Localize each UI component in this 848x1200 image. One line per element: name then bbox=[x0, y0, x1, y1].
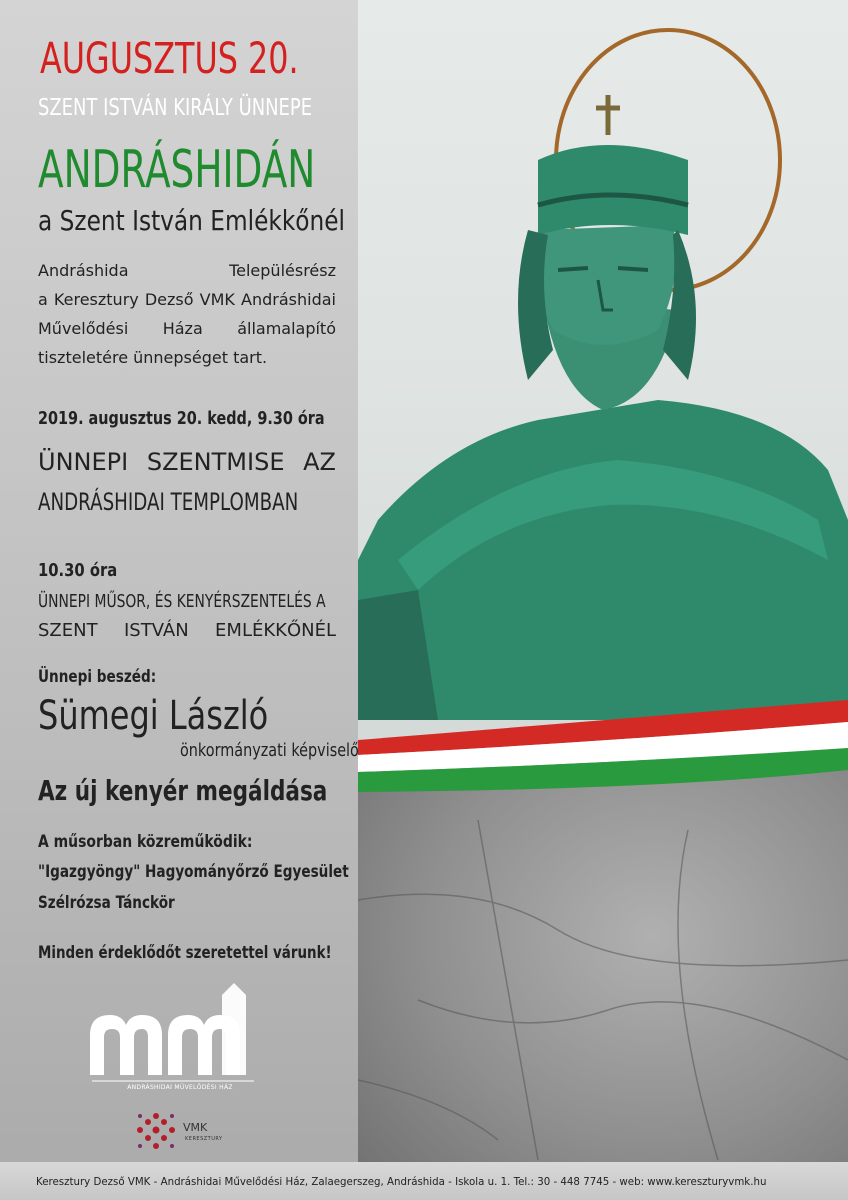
speaker-role: önkormányzati képviselő bbox=[180, 740, 359, 761]
memorial-heading: a Szent István Emlékkőnél bbox=[38, 204, 345, 237]
date-heading: AUGUSZTUS 20. bbox=[40, 34, 299, 84]
program-title-line2: SZENT ISTVÁN EMLÉKKŐNÉL bbox=[38, 620, 336, 641]
intro-line: Andráshida Településrész bbox=[38, 261, 336, 280]
statue-photo bbox=[358, 0, 848, 1200]
bread-blessing: Az új kenyér megáldása bbox=[38, 774, 328, 807]
footer-contact: Keresztury Dezső VMK - Andráshidai Művelődési Ház, Zalaegerszeg, Andráshida - Iskola u. 1. Tel.: 30 - 448 7745 - web: www.kereszturyvmk.hu bbox=[36, 1175, 767, 1188]
intro-paragraph bbox=[38, 256, 336, 372]
invitation-text: Minden érdeklődőt szeretettel várunk! bbox=[38, 943, 332, 963]
stone-cracks bbox=[358, 820, 848, 1160]
speech-label: Ünnepi beszéd: bbox=[38, 667, 157, 687]
mass-time: 2019. augusztus 20. kedd, 9.30 óra bbox=[38, 408, 325, 429]
vmk-logo-subtext: KERESZTURY bbox=[185, 1136, 223, 1142]
mass-title-line1: ÜNNEPI SZENTMISE AZ bbox=[38, 448, 336, 476]
program-title-line1: ÜNNEPI MŰSOR, ÉS KENYÉRSZENTELÉS A bbox=[38, 591, 326, 612]
speaker-name: Sümegi László bbox=[38, 693, 269, 739]
amh-logo-caption: ANDRÁSHIDAI MŰVELŐDÉSI HÁZ bbox=[127, 1084, 233, 1091]
statue-illustration bbox=[358, 0, 848, 1200]
contributor-item: "Igazgyöngy" Hagyományőrző Egyesület bbox=[38, 862, 349, 882]
intro-line: Művelődési Háza államalapító bbox=[38, 319, 336, 338]
contributors-label: A műsorban közreműködik: bbox=[38, 832, 253, 852]
vmk-logo-dots bbox=[132, 1108, 232, 1154]
program-time: 10.30 óra bbox=[38, 560, 118, 581]
crown-shape bbox=[538, 145, 688, 235]
intro-line: a Keresztury Dezső VMK Andráshidai bbox=[38, 290, 336, 309]
amh-logo bbox=[82, 975, 262, 1095]
intro-line: tiszteletére ünnepséget tart. bbox=[38, 348, 268, 367]
event-subtitle: SZENT ISTVÁN KIRÁLY ÜNNEPE bbox=[38, 95, 313, 121]
mass-title-line2: ANDRÁSHIDAI TEMPLOMBAN bbox=[38, 488, 299, 516]
vmk-logo-text: VMK bbox=[183, 1121, 208, 1134]
contributor-item: Szélrózsa Tánckör bbox=[38, 893, 175, 913]
location-heading: ANDRÁSHIDÁN bbox=[38, 140, 316, 200]
